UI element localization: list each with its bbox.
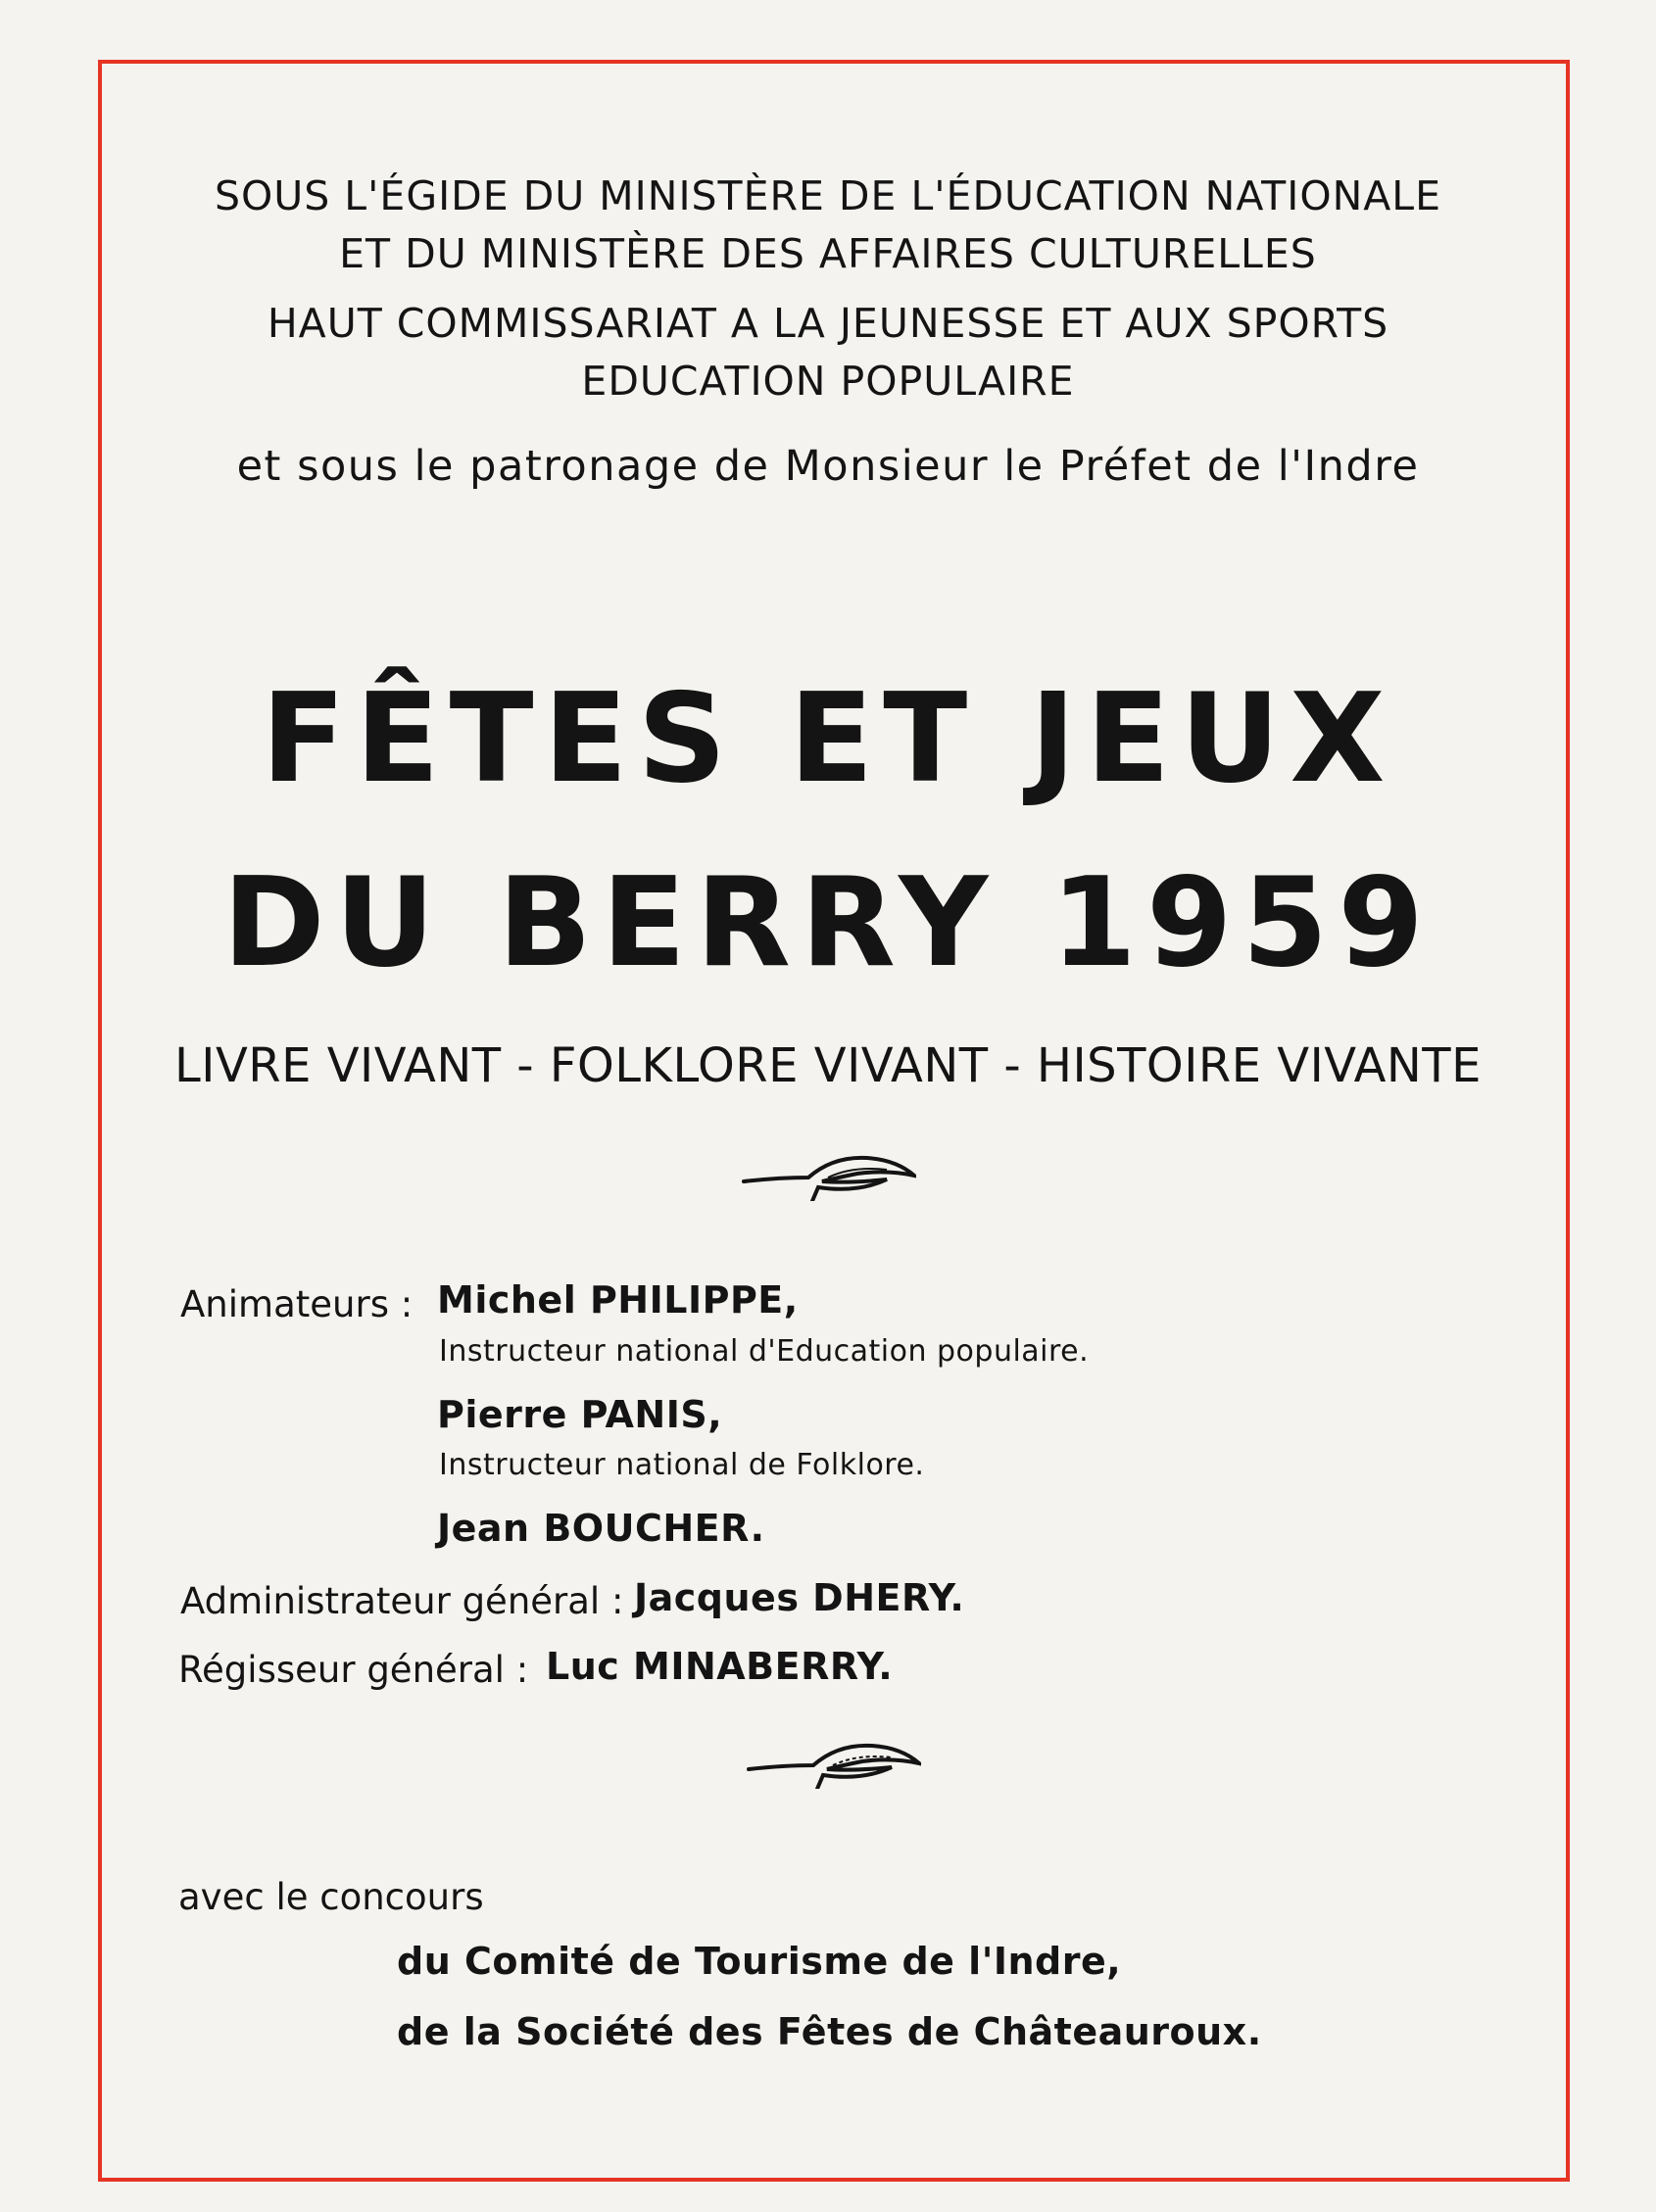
header-line-3: HAUT COMMISSARIAT A LA JEUNESSE ET AUX SPORTS — [267, 300, 1389, 347]
concours-intro: avec le concours — [178, 1876, 484, 1918]
header-line-2: ET DU MINISTÈRE DES AFFAIRES CULTURELLES — [339, 230, 1317, 277]
quill-ornament-icon — [740, 1148, 916, 1201]
animateur-2-role: Instructeur national de Folklore. — [439, 1448, 925, 1482]
animateur-3-name: Jean BOUCHER. — [437, 1507, 765, 1550]
header-line-4: EDUCATION POPULAIRE — [581, 358, 1075, 405]
concours-line-1: du Comité de Tourisme de l'Indre, — [397, 1940, 1122, 1983]
regisseur-name: Luc MINABERRY. — [546, 1645, 894, 1688]
concours-line-2: de la Société des Fêtes de Châteauroux. — [397, 2010, 1262, 2053]
animateur-2-name: Pierre PANIS, — [437, 1393, 723, 1436]
header-line-1: SOUS L'ÉGIDE DU MINISTÈRE DE L'ÉDUCATION NATIONALE — [214, 172, 1442, 219]
animateur-1-role: Instructeur national d'Education populaire. — [439, 1334, 1090, 1369]
quill-ornament-icon — [745, 1736, 921, 1789]
administrateur-label: Administrateur général : — [180, 1580, 624, 1622]
animateurs-label: Animateurs : — [180, 1283, 414, 1325]
title-line-1: FÊTES ET JEUX — [261, 666, 1395, 810]
administrateur-name: Jacques DHERY. — [634, 1576, 965, 1619]
title-line-2: DU BERRY 1959 — [222, 850, 1434, 994]
regisseur-label: Régisseur général : — [178, 1649, 529, 1691]
animateur-1-name: Michel PHILIPPE, — [437, 1278, 799, 1322]
patronage-line: et sous le patronage de Monsieur le Préfet de l'Indre — [236, 442, 1420, 491]
subtitle: LIVRE VIVANT - FOLKLORE VIVANT - HISTOIRE VIVANTE — [174, 1038, 1482, 1093]
